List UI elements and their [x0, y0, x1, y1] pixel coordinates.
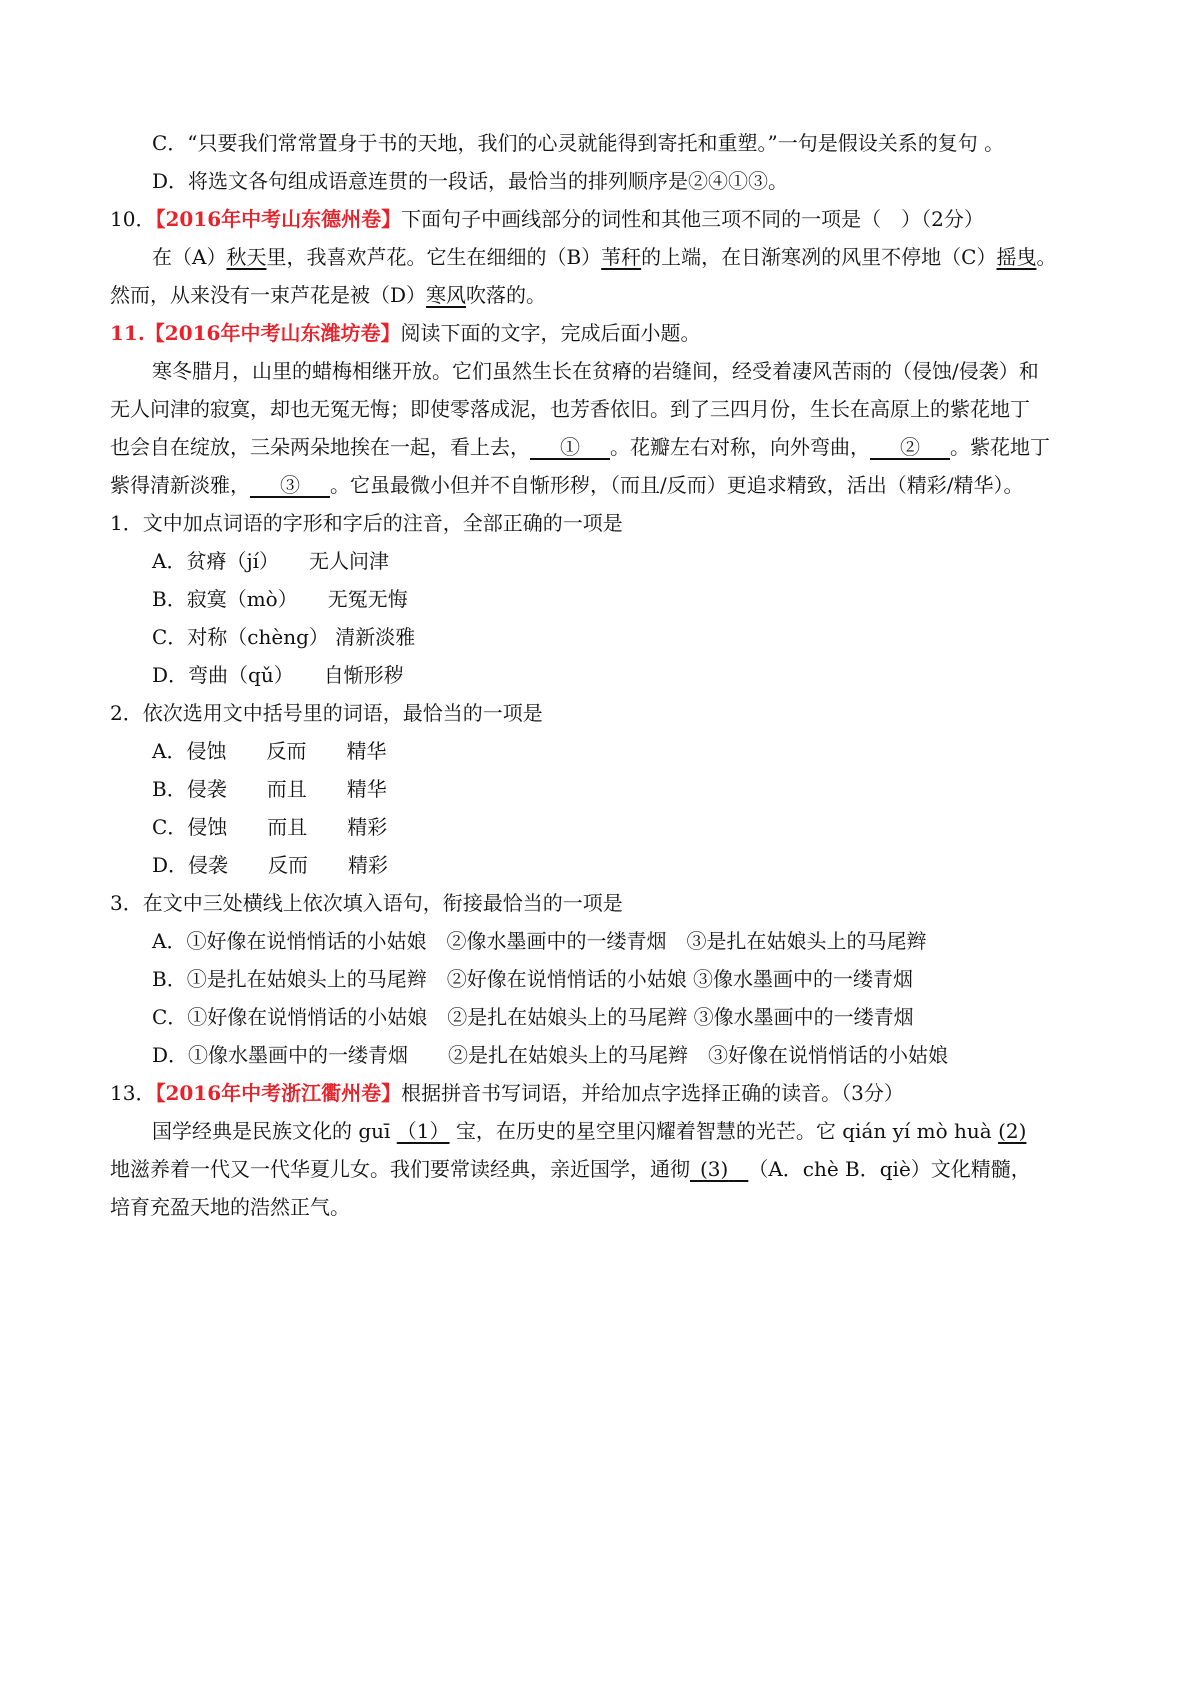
- sub-question-2-stem: 2．依次选用文中括号里的词语，最恰当的一项是: [110, 701, 543, 725]
- option-a: A．①好像在说悄悄话的小姑娘 ②像水墨画中的一缕青烟 ③是扎在姑娘头上的马尾辫: [152, 929, 927, 953]
- q10-sentence-line-1: [152, 243, 1056, 271]
- passage-line-4: [110, 471, 1023, 499]
- option-d: D．弯曲（qǔ） 自惭形秽: [152, 663, 404, 687]
- question-number: 13．: [110, 1081, 156, 1105]
- question-source: 【2016年中考浙江衢州卷】: [155, 1081, 402, 1105]
- text-segment: 宝，在历史的星空里闪耀着智慧的光芒。它 qián yí mò huà: [449, 1119, 999, 1143]
- text-segment: 在（A）: [152, 245, 227, 269]
- option-a: A．侵蚀 反而 精华: [152, 739, 387, 763]
- question-number: 11.: [110, 321, 145, 345]
- option-b: B．①是扎在姑娘头上的马尾辫 ②好像在说悄悄话的小姑娘 ③像水墨画中的一缕青烟: [152, 967, 914, 991]
- blank-3: [690, 1157, 748, 1181]
- question-10-header: [110, 205, 984, 233]
- blank-label: ①: [560, 435, 580, 459]
- question-source: 【2016年中考山东德州卷】: [155, 207, 402, 231]
- text-segment: 紫得清新淡雅，: [110, 473, 250, 497]
- question-stem: 阅读下面的文字，完成后面小题。: [400, 321, 701, 345]
- blank-2: [870, 435, 950, 459]
- passage-line-3: [110, 433, 1050, 461]
- question-11-header: [110, 319, 700, 347]
- option-d: D．侵袭 反而 精彩: [152, 853, 389, 877]
- q10-sentence-line-2: [110, 281, 546, 309]
- option-b: B．寂寞（mò） 无冤无悔: [152, 587, 408, 611]
- question-source: 【2016年中考山东潍坊卷】: [144, 321, 401, 345]
- q13-passage-line-2: [110, 1155, 1031, 1183]
- question-stem: 下面句子中画线部分的词性和其他三项不同的一项是（ ）（2分）: [401, 207, 984, 231]
- question-number: 10．: [110, 207, 156, 231]
- question-stem: 根据拼音书写词语，并给加点字选择正确的读音。（3分）: [401, 1081, 904, 1105]
- question-13-header: [110, 1079, 904, 1107]
- underlined-word-d: 寒风: [426, 283, 467, 307]
- blank-1: （1）: [396, 1119, 450, 1143]
- sub-question-1-stem: 1．文中加点词语的字形和字后的注音，全部正确的一项是: [110, 511, 623, 535]
- blank-label: ②: [900, 435, 920, 459]
- blank-1: [530, 435, 610, 459]
- q13-passage-line-3: 培育充盈天地的浩然正气。: [110, 1195, 350, 1219]
- option-a: A．贫瘠（jí） 无人问津: [152, 549, 390, 573]
- text-segment: 吹落的。: [466, 283, 547, 307]
- q9-option-c: C．“只要我们常常置身于书的天地，我们的心灵就能得到寄托和重塑。”一句是假设关系的复句 。: [152, 131, 1005, 155]
- text-segment: 。花瓣左右对称，向外弯曲，: [610, 435, 870, 459]
- passage-line-2: 无人问津的寂寞，却也无冤无悔；即使零落成泥，也芳香依旧。到了三四月份，生长在高原上的紫花地丁: [110, 397, 1030, 421]
- option-c: C．①好像在说悄悄话的小姑娘 ②是扎在姑娘头上的马尾辫 ③像水墨画中的一缕青烟: [152, 1005, 914, 1029]
- sub-question-3-stem: 3．在文中三处横线上依次填入语句，衔接最恰当的一项是: [110, 891, 623, 915]
- text-segment: （A．chè B．qiè）文化精髓，: [748, 1157, 1031, 1181]
- text-segment: 。紫花地丁: [950, 435, 1050, 459]
- option-c: C．对称（chèng） 清新淡雅: [152, 625, 416, 649]
- text-segment: 也会自在绽放，三朵两朵地挨在一起，看上去，: [110, 435, 530, 459]
- underlined-word-b: 苇秆: [601, 245, 642, 269]
- text-segment: 地滋养着一代又一代华夏儿女。我们要常读经典，亲近国学，通彻: [110, 1157, 690, 1181]
- text-segment: 。它虽最微小但并不自惭形秽，（而且/反而）更追求精致，活出（精彩/精华）。: [330, 473, 1024, 497]
- text-segment: 的上端，在日渐寒冽的风里不停地（C）: [641, 245, 997, 269]
- q9-option-d: D．将选文各句组成语意连贯的一段话，最恰当的排列顺序是②④①③。: [152, 169, 789, 193]
- text-segment: 。: [1036, 245, 1057, 269]
- text-segment: 国学经典是民族文化的 guī: [152, 1119, 397, 1143]
- blank-label: ③: [280, 473, 300, 497]
- text-segment: 然而，从来没有一束芦花是被（D）: [110, 283, 427, 307]
- q13-passage-line-1: [152, 1117, 1026, 1145]
- option-b: B．侵袭 而且 精华: [152, 777, 387, 801]
- blank-2: (2): [998, 1119, 1027, 1143]
- underlined-word-a: 秋天: [226, 245, 267, 269]
- underlined-word-c: 摇曳: [996, 245, 1037, 269]
- option-c: C．侵蚀 而且 精彩: [152, 815, 388, 839]
- option-d: D．①像水墨画中的一缕青烟 ②是扎在姑娘头上的马尾辫 ③好像在说悄悄话的小姑娘: [152, 1043, 949, 1067]
- blank-3: [250, 473, 330, 497]
- text-segment: 里，我喜欢芦花。它生在细细的（B）: [266, 245, 602, 269]
- blank-label: (3): [700, 1157, 729, 1181]
- passage-line-1: 寒冬腊月，山里的蜡梅相继开放。它们虽然生长在贫瘠的岩缝间，经受着凄风苦雨的（侵蚀/侵袭）和: [152, 359, 1039, 383]
